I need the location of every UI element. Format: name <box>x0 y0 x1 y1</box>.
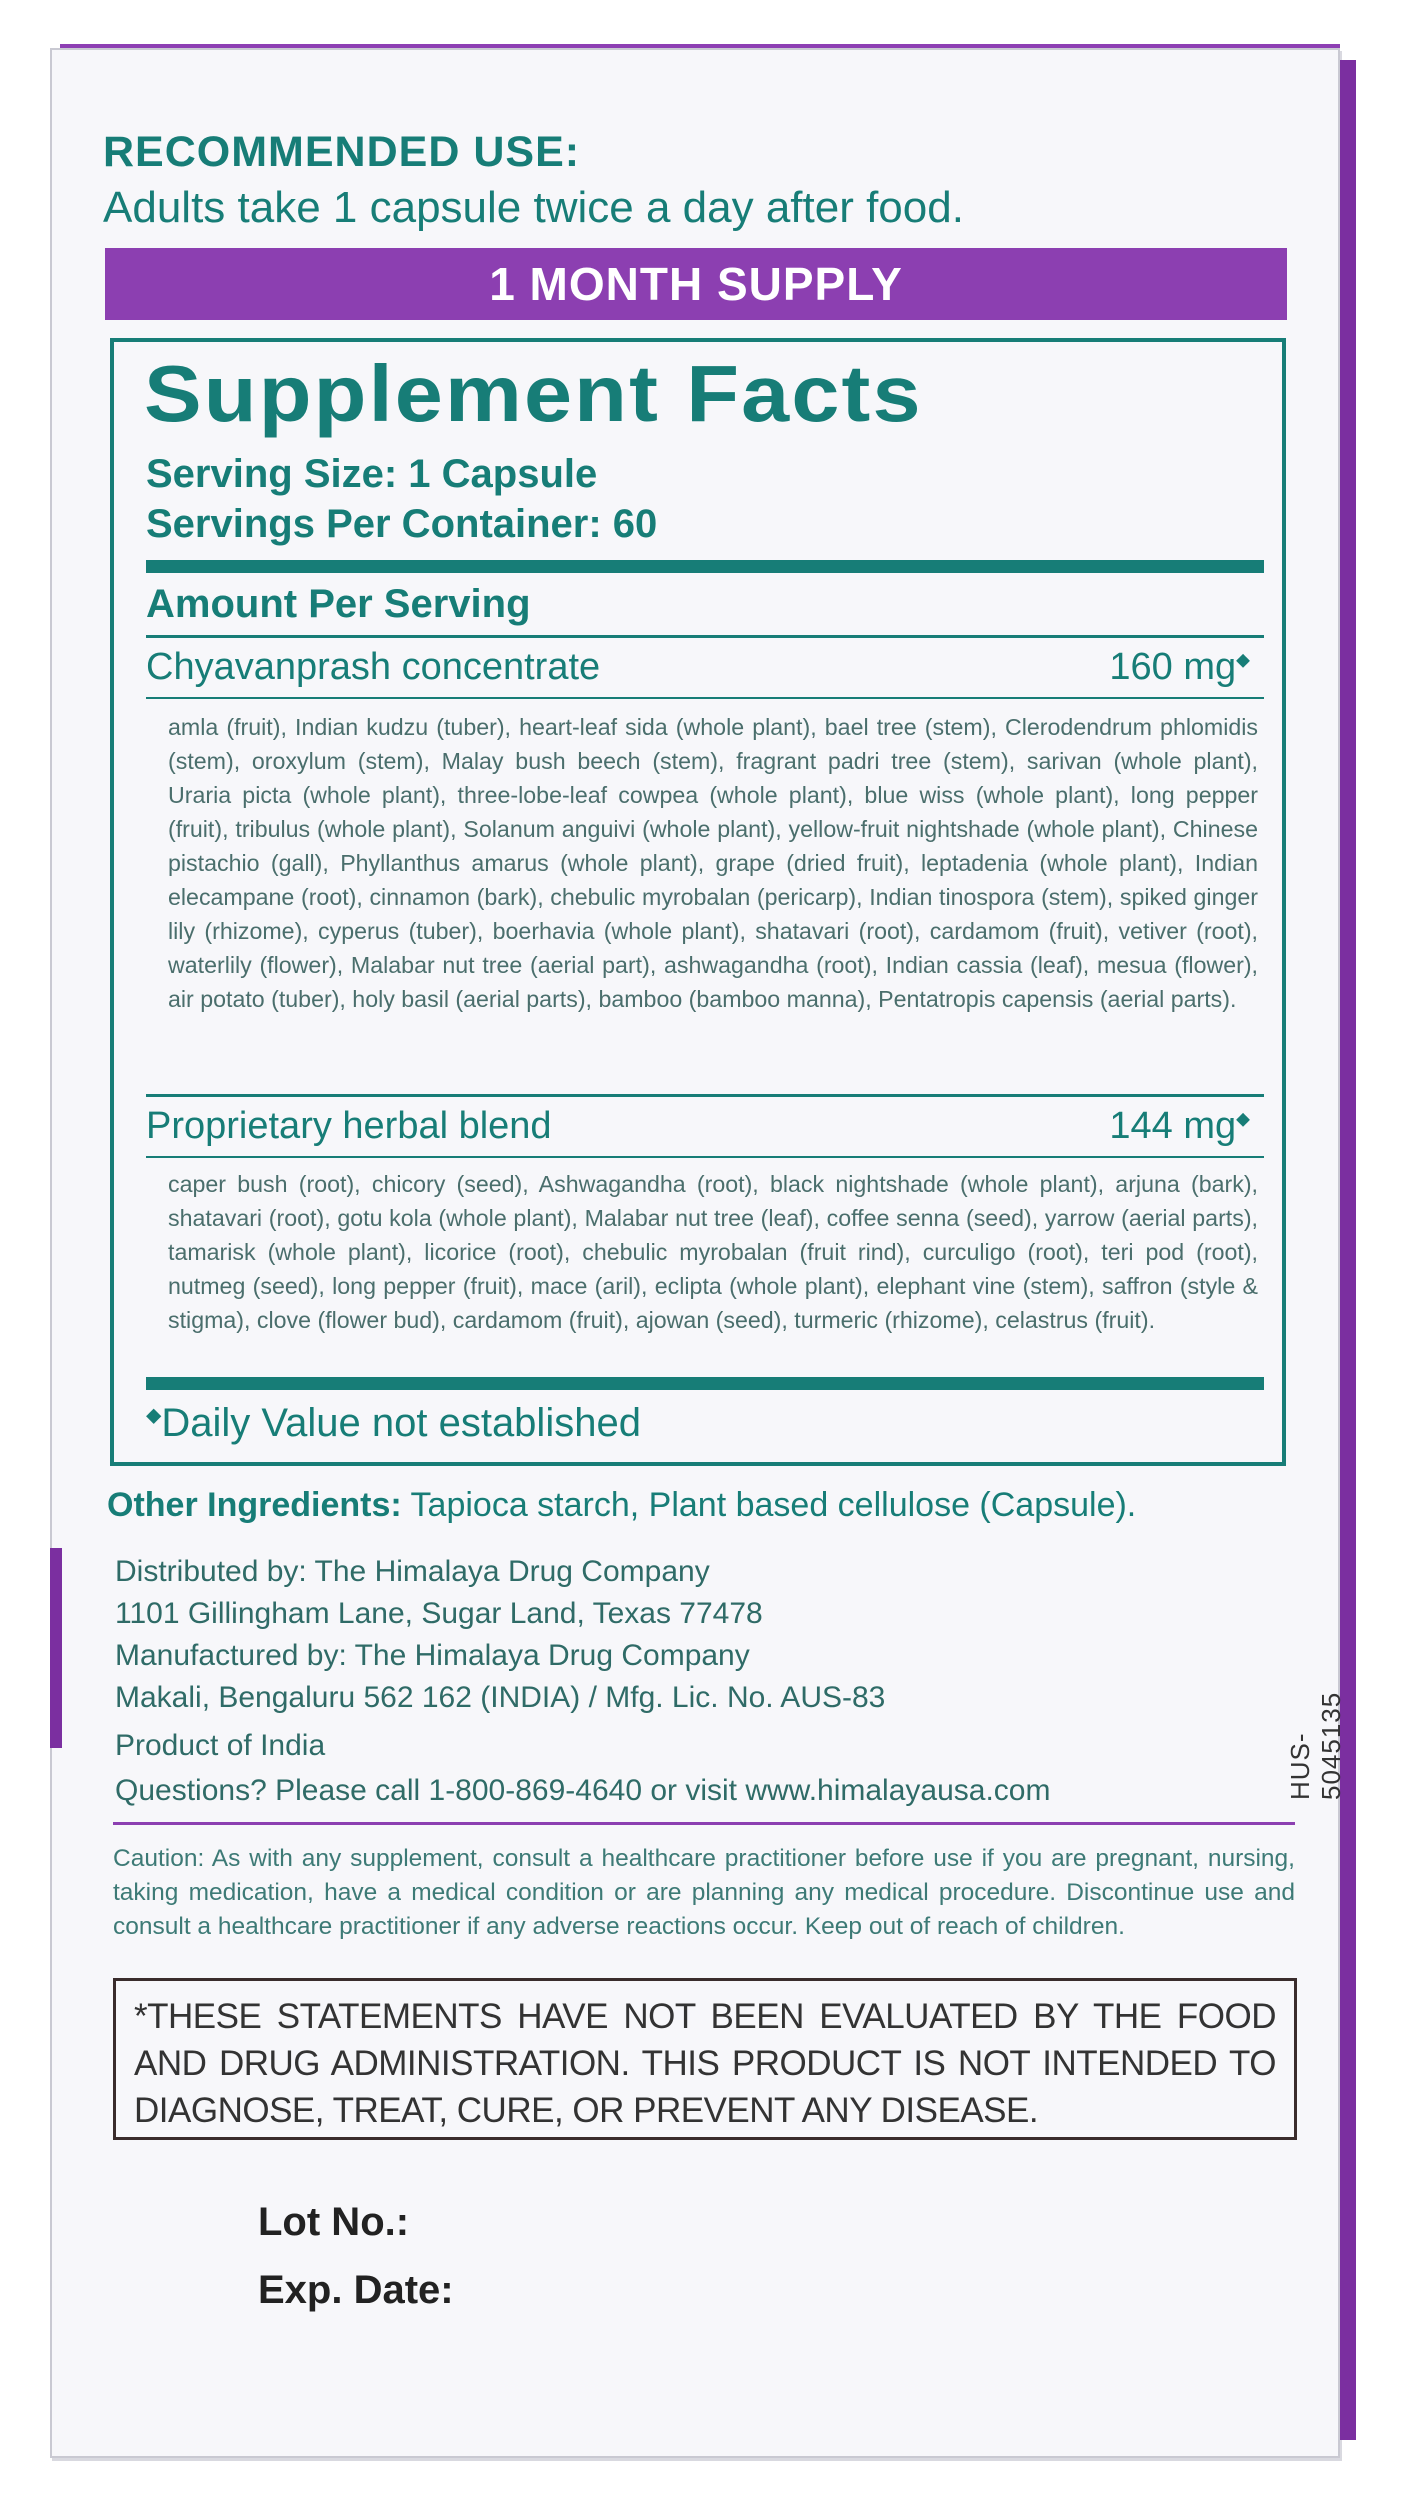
other-ingredients <box>107 1486 1136 1525</box>
fda-disclaimer: *THESE STATEMENTS HAVE NOT BEEN EVALUATED BY THE FOOD AND DRUG ADMINISTRATION. THIS PRODUCT IS NOT INTENDED TO DIAGNOSE, TREAT, CURE, OR PREVENT ANY DISEASE. <box>113 1978 1297 2140</box>
section-divider <box>113 1822 1295 1825</box>
ingredient-list: caper bush (root), chicory (seed), Ashwagandha (root), black nightshade (whole plant), arjuna (bark), shatavari (root), gotu kola (whole plant), Malabar nut tree (leaf), coffee senna (seed), yarrow (aerial parts), tamarisk (whole plant), licorice (root), chebulic myrobalan (fruit rind), curculigo (root), teri pod (root), nutmeg (seed), long pepper (fruit), mace (aril), eclipta (whole plant), elephant vine (stem), saffron (style & stigma), clove (flower bud), cardamom (fruit), ajowan (seed), turmeric (rhizome), celastrus (fruit). <box>168 1171 1258 1333</box>
supplement-facts-panel <box>110 338 1286 1466</box>
box-right-edge <box>1340 60 1356 2440</box>
facts-rule <box>146 697 1264 699</box>
ingredient-amount: 160 mg◆ <box>1109 646 1250 688</box>
facts-rule <box>146 1156 1264 1158</box>
expiration-date-label: Exp. Date: <box>258 2268 454 2312</box>
daily-value-note: ◆Daily Value not established <box>146 1401 641 1445</box>
manufacturer-address: Makali, Bengaluru 562 162 (INDIA) / Mfg. Lic. No. AUS-83 <box>115 1681 886 1714</box>
ingredient-name: Chyavanprash concentrate <box>146 646 601 688</box>
diamond-mark: ◆ <box>146 1404 162 1427</box>
questions-contact: Questions? Please call 1-800-869-4640 or visit www.himalayausa.com <box>115 1774 1051 1807</box>
product-code: HUS-5045135 <box>1285 1691 1346 1800</box>
distributor-address: 1101 Gillingham Lane, Sugar Land, Texas 77478 <box>115 1597 763 1630</box>
ingredient-name: Proprietary herbal blend <box>146 1105 552 1147</box>
supplement-facts-title: Supplement Facts <box>144 349 923 438</box>
ingredient-amount: 144 mg◆ <box>1109 1105 1250 1147</box>
caution-text: Caution: As with any supplement, consult a healthcare practitioner before use if you are pregnant, nursing, taking medication, have a medical condition or are planning any medical procedure. Discontinue use and consult a healthcare practitioner if any adverse reactions occur. Keep out of reach of children. <box>113 1845 1295 1940</box>
facts-rule-thick <box>146 560 1264 573</box>
facts-rule-thick <box>146 1377 1264 1390</box>
supply-banner: 1 MONTH SUPPLY <box>105 248 1287 320</box>
other-ingredients-label: Other Ingredients: <box>107 1486 402 1524</box>
manufactured-by: Manufactured by: The Himalaya Drug Company <box>115 1639 750 1672</box>
serving-size: Serving Size: 1 Capsule <box>146 452 598 496</box>
recommended-use-text: Adults take 1 capsule twice a day after food. <box>103 183 964 232</box>
lot-number-label: Lot No.: <box>258 2200 410 2244</box>
diamond-mark: ◆ <box>1236 649 1250 670</box>
distributed-by: Distributed by: The Himalaya Drug Company <box>115 1555 710 1588</box>
ingredient-list: amla (fruit), Indian kudzu (tuber), heart-leaf sida (whole plant), bael tree (stem), Clerodendrum phlomidis (stem), oroxylum (stem), Malay bush beech (stem), fragrant padri tree (stem), sarivan (whole plant), Uraria picta (whole plant), three-lobe-leaf cowpea (whole plant), blue wiss (whole plant), long pepper (fruit), tribulus (whole plant), Solanum anguivi (whole plant), yellow-fruit nightshade (whole plant), Chinese pistachio (gall), Phyllanthus amarus (whole plant), grape (dried fruit), leptadenia (whole plant), Indian elecampane (root), cinnamon (bark), chebulic myrobalan (pericarp), Indian tinospora (stem), spiked ginger lily (rhizome), cyperus (tuber), boerhavia (whole plant), shatavari (root), cardamom (fruit), vetiver (root), waterlily (flower), Malabar nut tree (aerial part), ashwagandha (root), Indian cassia (leaf), mesua (flower), air potato (tuber), holy basil (aerial parts), bamboo (bamboo manna), Pentatropis capensis (aerial parts). <box>168 714 1258 1012</box>
product-origin: Product of India <box>115 1729 326 1762</box>
diamond-mark: ◆ <box>1236 1108 1250 1129</box>
box-left-edge <box>50 1548 62 1748</box>
facts-rule <box>146 1094 1264 1097</box>
servings-per-container: Servings Per Container: 60 <box>146 502 658 546</box>
facts-rule <box>146 635 1264 638</box>
other-ingredients-text: Tapioca starch, Plant based cellulose (Capsule). <box>401 1486 1137 1524</box>
recommended-use-title: RECOMMENDED USE: <box>103 128 581 176</box>
amount-per-serving: Amount Per Serving <box>146 582 531 626</box>
